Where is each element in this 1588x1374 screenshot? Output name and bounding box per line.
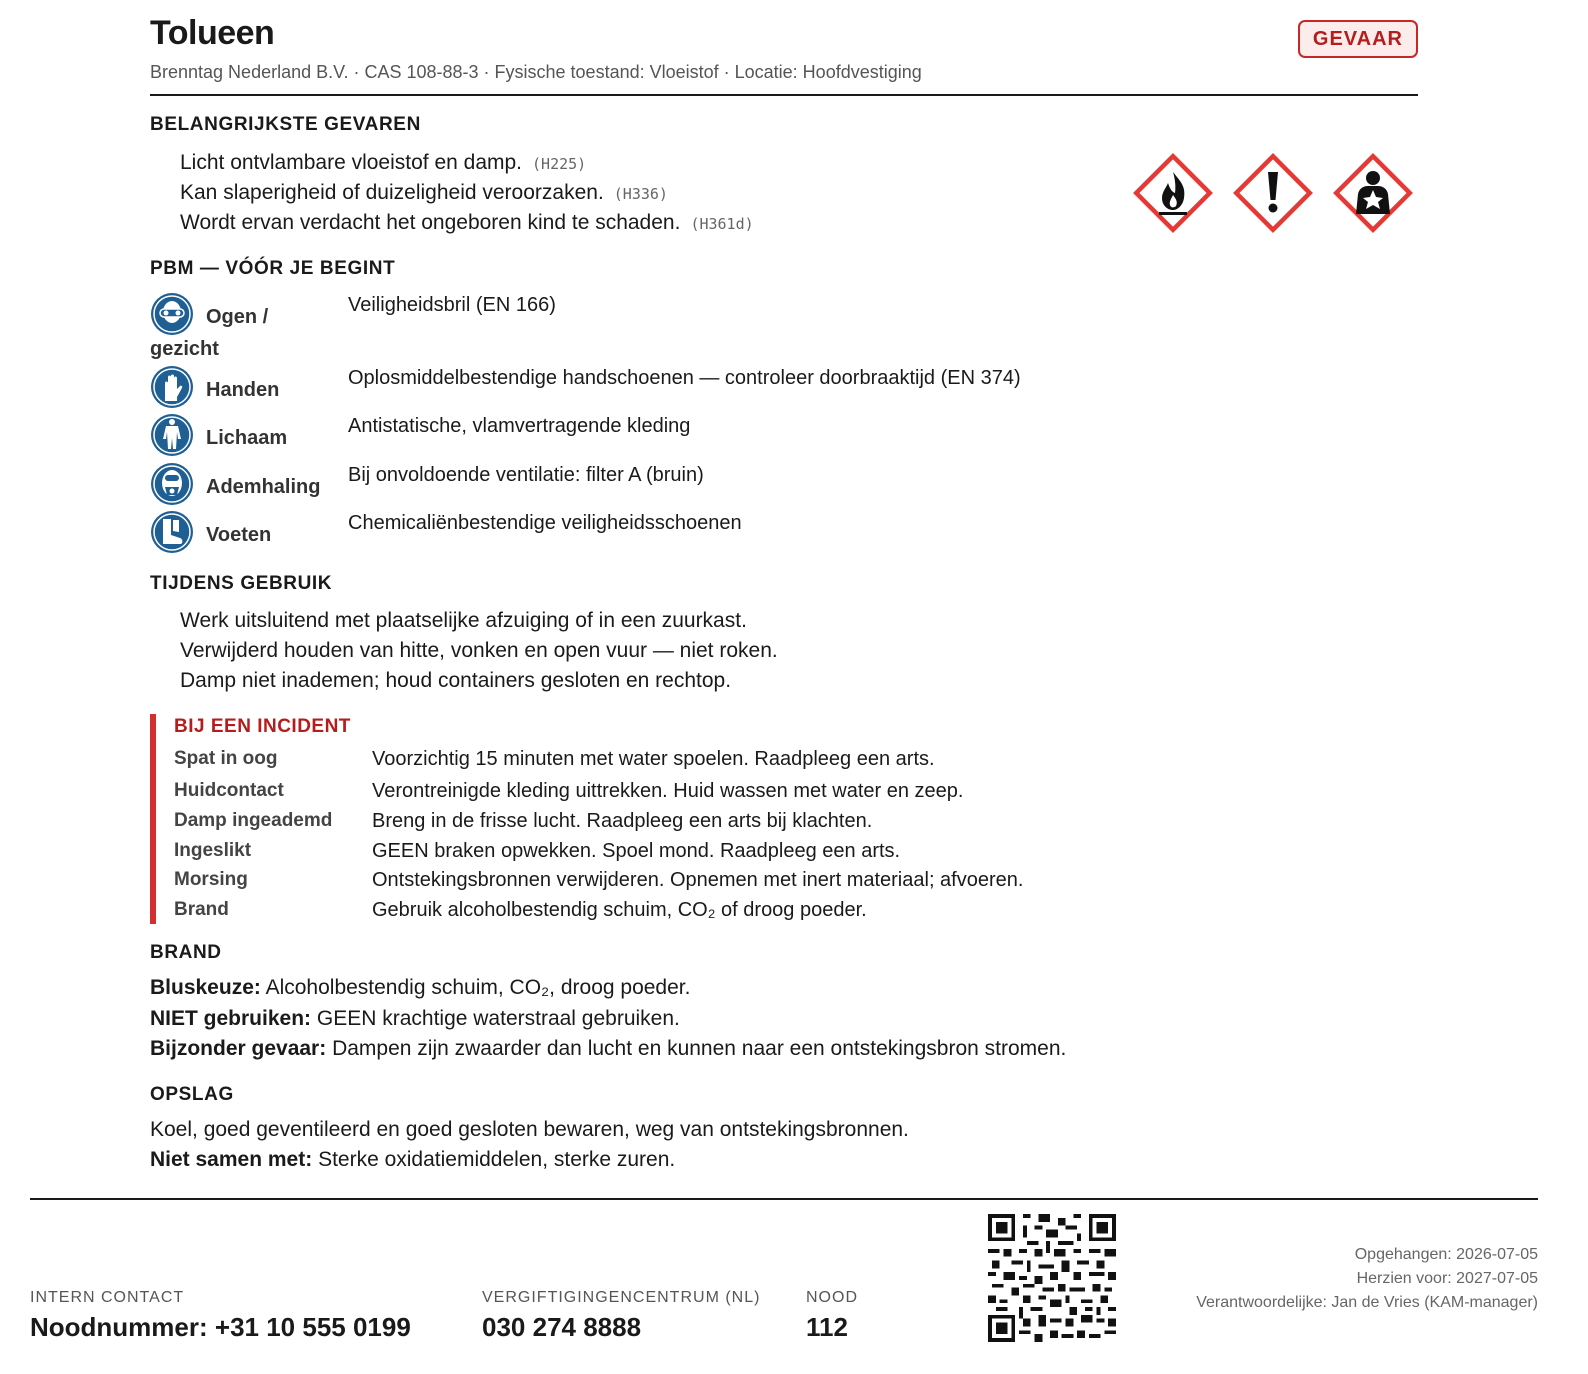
posting-metadata	[1196, 1243, 1538, 1315]
incident-text: Breng in de frisse lucht. Raadpleeg een arts bij klachten.	[372, 810, 873, 832]
contact-label: NOOD	[806, 1289, 858, 1306]
contact-label: VERGIFTIGINGENCENTRUM (NL)	[482, 1289, 761, 1306]
incident-text: Voorzichtig 15 minuten met water spoelen. Raadpleeg een arts.	[372, 748, 935, 770]
incident-text: Verontreinigde kleding uittrekken. Huid wassen met water en zeep.	[372, 780, 964, 802]
ppe-label: Voeten	[206, 524, 272, 546]
use-item: Damp niet inademen; houd containers gesloten en rechtop.	[180, 669, 732, 692]
health-hazard-icon	[1328, 148, 1418, 238]
storage-heading: OPSLAG	[150, 1084, 234, 1105]
ppe-label: Ademhaling	[206, 476, 321, 498]
hazard-code: (H225)	[532, 155, 587, 173]
incident-text: Gebruik alcoholbestendig schuim, CO₂ of droog poeder.	[372, 899, 867, 921]
incident-heading: BIJ EEN INCIDENT	[174, 716, 351, 737]
hazard-statement	[180, 178, 754, 208]
qr-code-icon	[988, 1214, 1116, 1342]
safety-card	[150, 0, 1418, 1171]
ppe-row-hands	[150, 365, 1250, 411]
hazard-code: (H336)	[613, 185, 668, 203]
product-subtitle: Brenntag Nederland B.V. · CAS 108-88-3 · Fysische toestand: Vloeistof · Locatie: Hoofdvestiging	[150, 62, 922, 82]
contact-value: Noodnummer: +31 10 555 0199	[30, 1312, 411, 1342]
incident-label: Spat in oog	[174, 748, 278, 769]
incident-label: Morsing	[174, 869, 248, 890]
hazard-statement	[180, 208, 754, 238]
contact-label: INTERN CONTACT	[30, 1289, 185, 1306]
fire-line	[150, 973, 690, 1003]
hazard-text: Wordt ervan verdacht het ongeboren kind te schaden.	[180, 211, 681, 234]
fire-label: Bijzonder gevaar:	[150, 1037, 327, 1060]
card-header	[150, 0, 1418, 96]
hazards-heading: BELANGRIJKSTE GEVAREN	[150, 114, 421, 135]
ppe-text: Veiligheidsbril (EN 166)	[348, 294, 556, 316]
use-heading: TIJDENS GEBRUIK	[150, 573, 333, 594]
incident-label: Huidcontact	[174, 780, 284, 801]
ppe-label-cont: gezicht	[150, 338, 219, 360]
fire-heading: BRAND	[150, 942, 222, 963]
ppe-text: Oplosmiddelbestendige handschoenen — controleer doorbraaktijd (EN 374)	[348, 367, 1021, 389]
use-item: Verwijderd houden van hitte, vonken en open vuur — niet roken.	[180, 639, 778, 662]
ppe-row-eyes	[150, 292, 1250, 364]
ppe-label: Handen	[206, 379, 280, 401]
ghs-pictograms	[1128, 148, 1418, 238]
fire-line	[150, 1004, 680, 1034]
fire-text: GEEN krachtige waterstraal gebruiken.	[316, 1007, 680, 1030]
incident-block	[150, 714, 1250, 924]
fire-line	[150, 1034, 1066, 1064]
exclamation-icon	[1228, 148, 1318, 238]
ppe-text: Antistatische, vlamvertragende kleding	[348, 415, 691, 437]
signal-word-badge: GEVAAR	[1298, 20, 1418, 58]
boots-icon	[150, 510, 194, 554]
ppe-heading: PBM — VÓÓR JE BEGINT	[150, 258, 396, 279]
use-list	[180, 606, 778, 696]
ppe-label: Ogen /	[206, 306, 269, 328]
ppe-row-feet	[150, 510, 1250, 556]
responsible-person: Verantwoordelijke: Jan de Vries (KAM-manager)	[1196, 1294, 1538, 1311]
storage-line	[150, 1145, 675, 1175]
incident-text: Ontstekingsbronnen verwijderen. Opnemen met inert materiaal; afvoeren.	[372, 869, 1024, 891]
review-date: Herzien voor: 2027-07-05	[1356, 1270, 1538, 1287]
ppe-row-body	[150, 413, 1250, 459]
gloves-icon	[150, 365, 194, 409]
hazard-list	[180, 148, 754, 238]
fire-label: NIET gebruiken:	[150, 1007, 312, 1030]
hazard-statement	[180, 148, 754, 178]
goggles-icon	[150, 292, 194, 336]
ppe-text: Chemicaliënbestendige veiligheidsschoenen	[348, 512, 742, 534]
flame-icon	[1128, 148, 1218, 238]
storage-line: Koel, goed geventileerd en goed gesloten bewaren, weg van ontstekingsbronnen.	[150, 1118, 909, 1141]
hazard-text: Licht ontvlambare vloeistof en damp.	[180, 151, 523, 174]
fire-text: Dampen zijn zwaarder dan lucht en kunnen naar een ontstekingsbron stromen.	[332, 1037, 1067, 1060]
incident-label: Ingeslikt	[174, 840, 252, 861]
contact-internal	[30, 1288, 411, 1343]
hazard-code: (H361d)	[690, 215, 754, 233]
ppe-text: Bij onvoldoende ventilatie: filter A (bruin)	[348, 464, 704, 486]
ppe-row-respiration	[150, 462, 1250, 508]
incident-text: GEEN braken opwekken. Spoel mond. Raadpleeg een arts.	[372, 840, 901, 862]
posted-date: Opgehangen: 2026-07-05	[1354, 1246, 1538, 1263]
respirator-icon	[150, 462, 194, 506]
hazard-text: Kan slaperigheid of duizeligheid veroorzaken.	[180, 181, 604, 204]
incident-label: Damp ingeademd	[174, 810, 333, 831]
contact-value: 112	[806, 1312, 848, 1342]
contact-poison-center	[482, 1288, 760, 1343]
storage-text: Sterke oxidatiemiddelen, sterke zuren.	[318, 1148, 676, 1171]
storage-label: Niet samen met:	[150, 1148, 313, 1171]
contact-value: 030 274 8888	[482, 1312, 642, 1342]
incident-label: Brand	[174, 899, 229, 920]
contact-emergency	[806, 1288, 858, 1343]
coverall-icon	[150, 413, 194, 457]
page-title: Tolueen	[150, 14, 275, 52]
footer-divider	[30, 1198, 1538, 1200]
fire-text: Alcoholbestendig schuim, CO₂, droog poeder.	[265, 976, 691, 999]
ppe-label: Lichaam	[206, 427, 288, 449]
use-item: Werk uitsluitend met plaatselijke afzuiging of in een zuurkast.	[180, 609, 747, 632]
fire-label: Bluskeuze:	[150, 976, 261, 999]
